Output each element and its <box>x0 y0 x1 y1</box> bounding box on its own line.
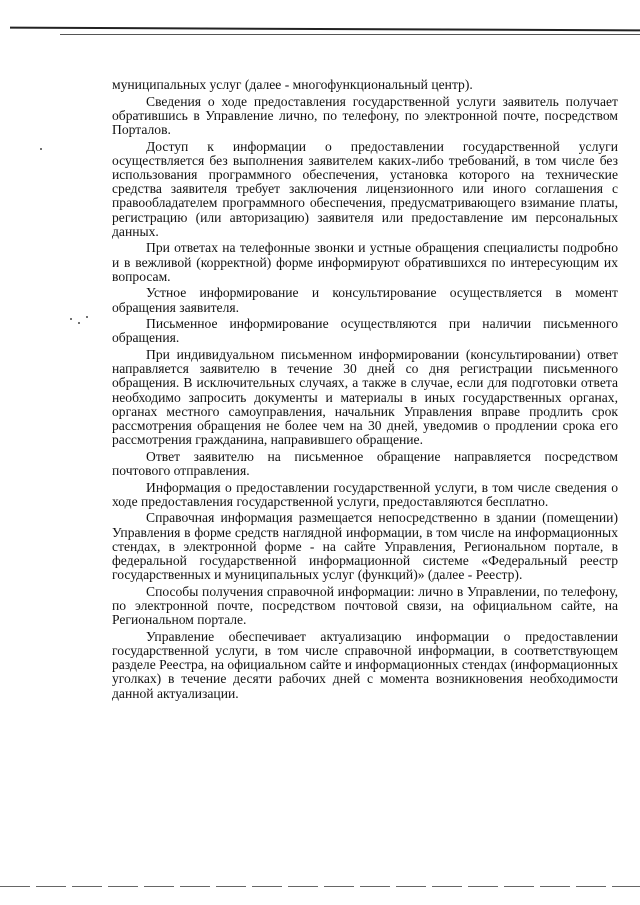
paragraph: Доступ к информации о предоставлении государственной услуги осуществляется без выполнения заявителем каких-либо требований, в том числе без использования программного обеспечения, установка которого на технические средства заявителя требует заключения лицензионного или иного соглашения с правообладателем программного обеспечения, предусматривающего взимание платы, регистрацию (или авторизацию) заявителя или предоставление им персональных данных. <box>112 138 618 239</box>
scan-speck <box>78 322 80 324</box>
paragraph: Управление обеспечивает актуализацию информации о предоставлении государственной услуги, в том числе справочной информации, в соответствующем разделе Реестра, на официальном сайте и информационных стендах (информационных уголках) в течение десяти рабочих дней с момента возникновения необходимости данной актуализации. <box>112 628 618 701</box>
scan-speck <box>40 148 42 150</box>
paragraph: Справочная информация размещается непосредственно в здании (помещении) Управления в форме средств наглядной информации, в том числе на информационных стендах, в электронной форме - на сайте Управления, Региональном портале, в федеральной государственной информационной системе «Федеральный реестр государственных и муниципальных услуг (функций)» (далее - Реестр). <box>112 510 618 583</box>
scan-edge-line <box>60 34 640 35</box>
paragraph: Устное информирование и консультирование осуществляется в момент обращения заявителя. <box>112 285 618 315</box>
paragraph: Ответ заявителю на письменное обращение направляется посредством почтового отправления. <box>112 448 618 479</box>
scan-edge-top <box>10 27 640 32</box>
paragraph: При ответах на телефонные звонки и устные обращения специалисты подробно и в вежливой (корректной) форме информируют обратившихся по интересующим их вопросам. <box>112 240 618 284</box>
paragraph: Сведения о ходе предоставления государственной услуги заявитель получает обратившись в Управление лично, по телефону, по электронной почте, посредством Порталов. <box>112 93 618 137</box>
paragraph: Способы получения справочной информации: лично в Управлении, по телефону, по электронной почте, посредством почтовой связи, на официальном сайте, на Региональном портале. <box>112 583 618 628</box>
scan-edge-bottom <box>0 886 640 887</box>
scan-speck <box>86 316 88 318</box>
scan-speck <box>70 318 72 320</box>
document-body <box>112 78 618 703</box>
paragraph: Информация о предоставлении государственной услуги, в том числе сведения о ходе предоставления государственной услуги, предоставляются бесплатно. <box>112 479 618 509</box>
paragraph: При индивидуальном письменном информировании (консультировании) ответ направляется заявителю в течение 30 дней со дня регистрации письменного обращения. В исключительных случаях, а также в случае, если для подготовки ответа необходимо запросить документы и материалы в иных государственных органах, органах местного самоуправления, начальник Управления вправе продлить срок рассмотрения обращения не более чем на 30 дней, уведомив о продлении срока его рассмотрения гражданина, направившего обращение. <box>112 347 618 448</box>
paragraph: муниципальных услуг (далее - многофункциональный центр). <box>112 77 473 92</box>
paragraph: Письменное информирование осуществляются при наличии письменного обращения. <box>112 316 618 346</box>
